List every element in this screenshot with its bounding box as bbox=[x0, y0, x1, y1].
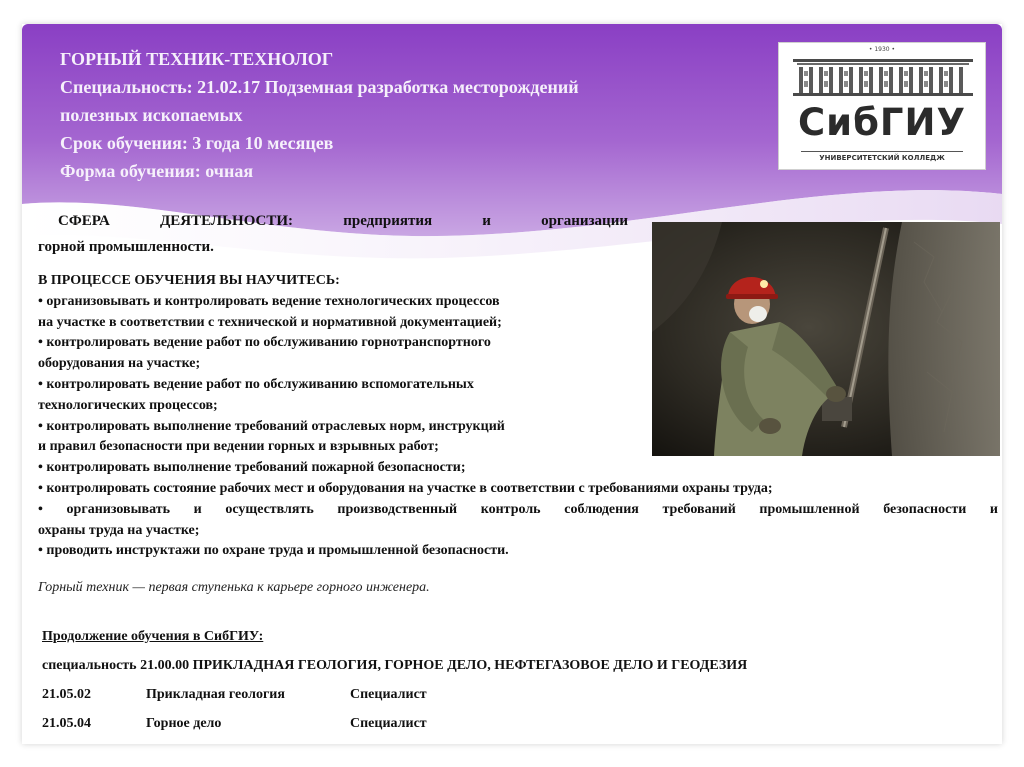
learning-line: охраны труда на участке; bbox=[38, 522, 200, 538]
learning-line: • контролировать ведение работ по обслуживанию вспомогательных bbox=[38, 376, 474, 392]
learning-line: • организовывать и контролировать ведение технологических процессов bbox=[38, 293, 500, 309]
learning-line: • контролировать состояние рабочих мест и оборудования на участке в соответствии с требованиями охраны труда; bbox=[38, 480, 773, 496]
program-title: ГОРНЫЙ ТЕХНИК-ТЕХНОЛОГ bbox=[60, 49, 334, 69]
activity-sphere-line-1: СФЕРА ДЕЯТЕЛЬНОСТИ: предприятия и организации bbox=[58, 213, 628, 229]
learning-line: • организовывать и осуществлять производственный контроль соблюдения требований промышленной безопасности и bbox=[38, 501, 998, 517]
sibgiu-logo bbox=[778, 42, 986, 170]
qualification-level: Специалист bbox=[350, 716, 427, 731]
specialty-name: Горное дело bbox=[146, 716, 222, 731]
continuation-specialty: специальность 21.00.00 ПРИКЛАДНАЯ ГЕОЛОГИЯ, ГОРНОЕ ДЕЛО, НЕФТЕГАЗОВОЕ ДЕЛО И ГЕОДЕЗИЯ bbox=[42, 658, 748, 673]
study-form: Форма обучения: очная bbox=[60, 161, 254, 181]
specialty-name: Прикладная геология bbox=[146, 687, 285, 702]
learning-line: • контролировать выполнение требований отраслевых норм, инструкций bbox=[38, 418, 505, 434]
specialty-line-1: Специальность: 21.02.17 Подземная разработка месторождений bbox=[60, 77, 579, 97]
logo-divider bbox=[801, 151, 963, 152]
logo-subtitle: УНИВЕРСИТЕТСКИЙ КОЛЛЕДЖ bbox=[819, 154, 945, 162]
specialty-code: 21.05.02 bbox=[42, 687, 91, 702]
learning-heading: В ПРОЦЕССЕ ОБУЧЕНИЯ ВЫ НАУЧИТЕСЬ: bbox=[38, 273, 340, 288]
activity-sphere bbox=[38, 208, 628, 260]
specialty-line-2: полезных ископаемых bbox=[60, 105, 243, 125]
learning-line: технологических процессов; bbox=[38, 397, 218, 413]
study-duration: Срок обучения: 3 года 10 месяцев bbox=[60, 133, 334, 153]
learning-line: на участке в соответствии с технической и нормативной документацией; bbox=[38, 314, 502, 330]
specialty-code: 21.05.04 bbox=[42, 716, 91, 731]
logo-brand: СибГИУ bbox=[798, 101, 966, 144]
learning-line: • проводить инструктажи по охране труда и промышленной безопасности. bbox=[38, 543, 509, 559]
learning-line: оборудования на участке; bbox=[38, 356, 201, 372]
university-building-icon bbox=[793, 54, 973, 98]
learning-line: • контролировать ведение работ по обслуживанию горнотранспортного bbox=[38, 335, 491, 351]
career-quote: Горный техник — первая ступенька к карьере горного инженера. bbox=[38, 580, 430, 595]
continuation-heading: Продолжение обучения в СибГИУ: bbox=[42, 629, 264, 644]
learning-outcomes bbox=[38, 271, 998, 562]
activity-sphere-line-2: горной промышленности. bbox=[38, 239, 214, 255]
learning-line: и правил безопасности при ведении горных и взрывных работ; bbox=[38, 439, 439, 455]
qualification-level: Специалист bbox=[350, 687, 427, 702]
learning-line: • контролировать выполнение требований пожарной безопасности; bbox=[38, 460, 466, 476]
logo-year: • 1930 • bbox=[868, 46, 896, 53]
header-text-block bbox=[60, 45, 750, 185]
